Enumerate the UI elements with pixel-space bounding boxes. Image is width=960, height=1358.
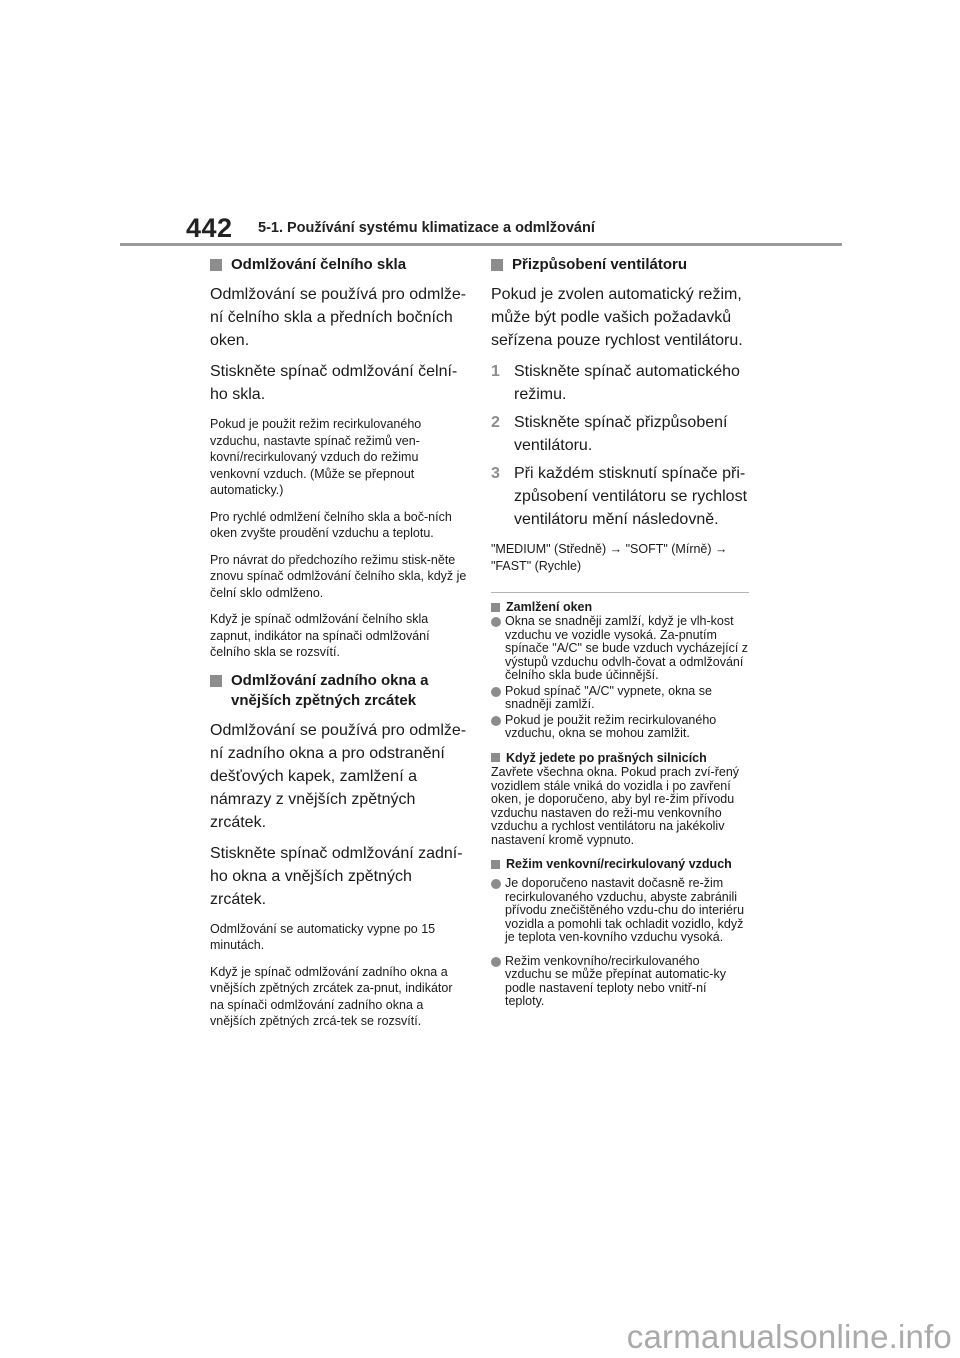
bullet-text: Okna se snadněji zamlží, když je vlh-kost vzduchu ve vozidle vysoká. Za-pnutím spínače "A/C" se bude vzduch vycházející z výstupů vzduchu odvlh-čovat a odmlžování čelního skla bude účinnější. <box>505 614 749 683</box>
subheading-text: Zamlžení oken <box>506 600 593 614</box>
section-title: 5-1. Používání systému klimatizace a odmlžování <box>258 220 595 236</box>
paragraph: Zavřete všechna okna. Pokud prach zví-řený vozidlem stále vniká do vozidla i po zavření oken, je doporučeno, aby byl re-žim přívodu vzduchu nastaven do reži-mu venkovního vzduchu a rychlost ventilátoru na jakékoliv nastavení kromě vypnuto. <box>491 765 740 847</box>
round-bullet-icon <box>491 879 501 889</box>
square-bullet-icon <box>491 259 503 271</box>
step-number: 1 <box>491 363 500 380</box>
bullet-text: Režim venkovního/recirkulovaného vzduchu se může přepínat automatic-ky podle nastavení teploty nebo vnitř-ní teploty. <box>505 953 726 1009</box>
heading-rear-window-defog <box>210 671 468 711</box>
note: Když je spínač odmlžování zadního okna a vnějších zpětných zrcátek za-pnut, indikátor na spínači odmlžování zadního okna a vnějších zpětných zrcá-tek se rozsvítí. <box>210 964 453 1028</box>
bullet-text: Pokud spínač "A/C" vypnete, okna se snadněji zamlží. <box>505 683 712 712</box>
bullet-item <box>491 714 749 741</box>
page-number: 442 <box>186 213 233 243</box>
subheading-text: Režim venkovní/recirkulovaný vzduch <box>506 857 732 872</box>
subheading-window-fog <box>491 600 749 614</box>
round-bullet-icon <box>491 617 501 627</box>
step-item <box>491 411 749 457</box>
square-bullet-icon <box>210 259 222 271</box>
step-text: Stiskněte spínač přizpůsobení ventilátoru. <box>514 414 728 454</box>
step-text: Stiskněte spínač automatického režimu. <box>514 363 740 403</box>
paragraph: Pokud je zvolen automatický režim, může být podle vašich požadavků seřízena pouze rychlost ventilátoru. <box>491 286 743 349</box>
fan-sequence: "MEDIUM" (Středně) → "SOFT" (Mírně) → "FAST" (Rychle) <box>491 542 728 573</box>
square-bullet-icon <box>491 860 500 869</box>
page-header <box>0 0 960 250</box>
square-bullet-icon <box>491 603 500 612</box>
paragraph: Odmlžování se používá pro odmlže-ní čelního skla a předních bočních oken. <box>210 286 467 349</box>
right-column <box>491 255 749 1011</box>
round-bullet-icon <box>491 687 501 697</box>
subheading-air-mode <box>491 857 749 871</box>
bullet-text: Pokud je použit režim recirkulovaného vzduchu, okna se mohou zamlžit. <box>505 712 717 741</box>
bullet-text: Je doporučeno nastavit dočasně re-žim recirkulovaného vzduchu, abyste zabránili přívodu znečištěného vzdu-chu do interiéru vozidla a pomohli tak ochladit vozidlo, když je teplota ven-kovního vzduchu vysoká. <box>505 876 745 945</box>
note: Pro rychlé odmlžení čelního skla a boč-ních oken zvyšte proudění vzduchu a teplotu. <box>210 509 452 540</box>
round-bullet-icon <box>491 716 501 726</box>
step-text: Při každém stisknutí spínače při-způsobení ventilátoru se rychlost ventilátoru mění následovně. <box>514 465 748 528</box>
paragraph: Odmlžování se používá pro odmlže-ní zadního okna a pro odstranění dešťových kapek, zamlžení a námrazy z vnějších zpětných zrcátek. <box>210 721 467 831</box>
section-divider <box>491 592 749 593</box>
bullet-item <box>491 615 749 683</box>
subheading-dusty-roads <box>491 751 749 765</box>
note: Pokud je použit režim recirkulovaného vzduchu, nastavte spínač režimů ven-kovní/recirkulovaný vzduch do režimu venkovní vzduch. (Může se přepnout automaticky.) <box>210 417 422 497</box>
square-bullet-icon <box>491 753 500 762</box>
bullet-item <box>491 955 749 1009</box>
left-column <box>210 255 468 1040</box>
note: Pro návrat do předchozího režimu stisk-něte znovu spínač odmlžování čelního skla, když je čelní sklo odmlženo. <box>210 552 467 600</box>
note: Odmlžování se automaticky vypne po 15 minutách. <box>210 921 436 952</box>
watermark: carmanualsonline.info <box>626 1318 952 1355</box>
bullet-item <box>491 877 749 945</box>
subheading-text: Když jedete po prašných silnicích <box>506 750 707 765</box>
header-divider <box>120 243 842 246</box>
paragraph: Stiskněte spínač odmlžování čelní-ho skla. <box>210 363 458 403</box>
paragraph: Stiskněte spínač odmlžování zadní-ho okna a vnějších zpětných zrcátek. <box>210 844 463 908</box>
step-number: 3 <box>491 465 500 482</box>
square-bullet-icon <box>210 675 222 687</box>
heading-text: Odmlžování čelního skla <box>231 256 407 273</box>
heading-text: Odmlžování zadního okna a vnějších zpětných zrcátek <box>231 671 429 709</box>
heading-windshield-defog <box>210 255 468 275</box>
round-bullet-icon <box>491 957 501 967</box>
step-item <box>491 360 749 406</box>
heading-fan-adjust <box>491 255 749 275</box>
step-item <box>491 462 749 531</box>
bullet-item <box>491 685 749 712</box>
step-number: 2 <box>491 414 500 431</box>
heading-text: Přizpůsobení ventilátoru <box>512 256 688 273</box>
note: Když je spínač odmlžování čelního skla zapnut, indikátor na spínači odmlžování čelního skla se rozsvítí. <box>210 612 430 659</box>
